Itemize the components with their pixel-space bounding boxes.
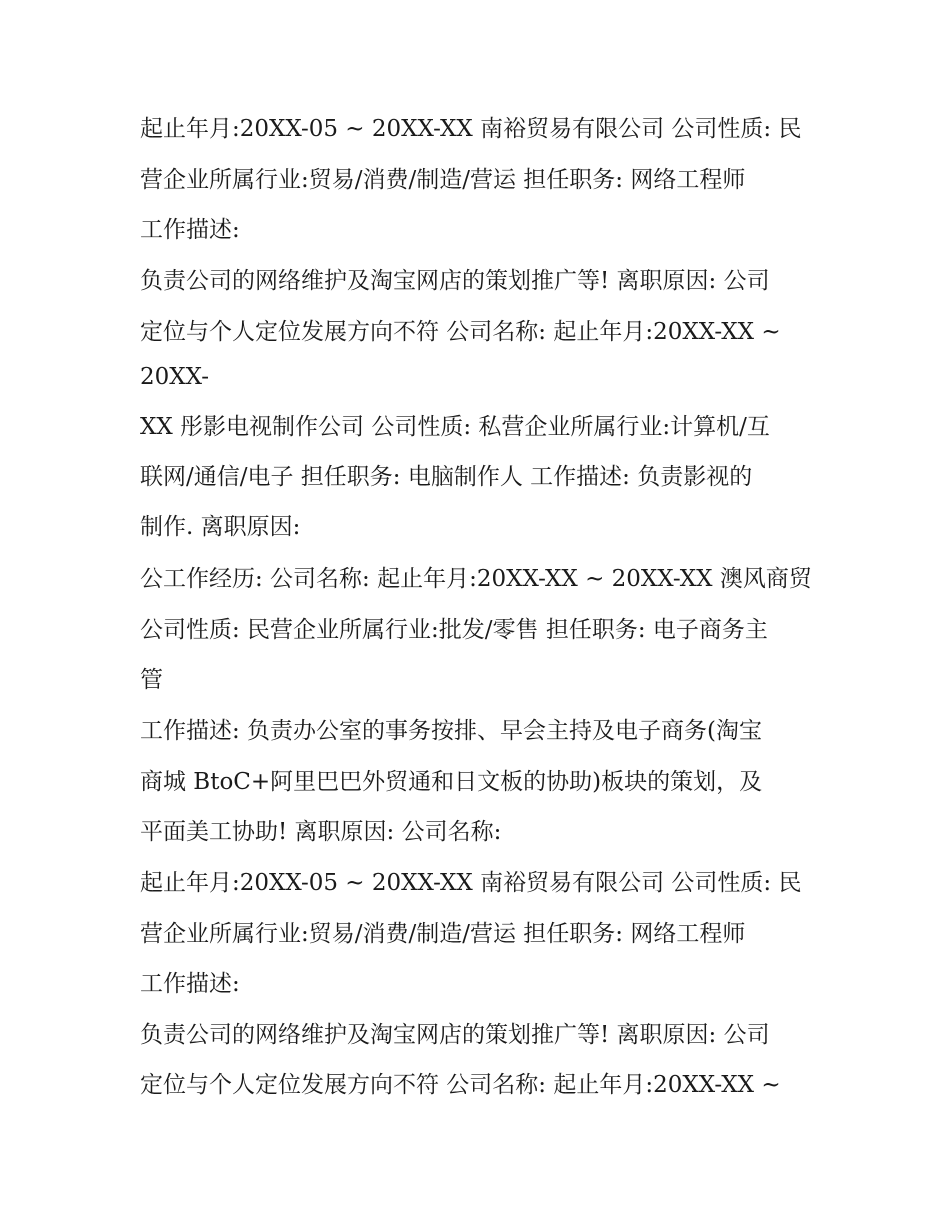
text-line: 定位与个人定位发展方向不符 公司名称: 起止年月:20XX-XX ~ xyxy=(140,1072,781,1098)
text-line: XX 彤影电视制作公司 公司性质: 私营企业所属行业:计算机/互 xyxy=(140,414,770,440)
text-line: 负责公司的网络维护及淘宝网店的策划推广等! 离职原因: 公司 xyxy=(140,1022,770,1048)
text-line: 联网/通信/电子 担任职务: 电脑制作人 工作描述: 负责影视的 xyxy=(140,464,753,490)
text-line: 平面美工协助! 离职原因: 公司名称: xyxy=(140,819,502,845)
text-line: 工作描述: xyxy=(140,217,240,243)
text-line: 定位与个人定位发展方向不符 公司名称: 起止年月:20XX-XX ~ xyxy=(140,319,781,345)
text-line: 起止年月:20XX-05 ~ 20XX-XX 南裕贸易有限公司 公司性质: 民 xyxy=(140,870,802,896)
text-line: 营企业所属行业:贸易/消费/制造/营运 担任职务: 网络工程师 xyxy=(140,167,746,193)
text-line: 起止年月:20XX-05 ~ 20XX-XX 南裕贸易有限公司 公司性质: 民 xyxy=(140,116,802,142)
text-line: 20XX- xyxy=(140,364,209,390)
text-line: 营企业所属行业:贸易/消费/制造/营运 担任职务: 网络工程师 xyxy=(140,921,746,947)
text-line: 公司性质: 民营企业所属行业:批发/零售 担任职务: 电子商务主 xyxy=(140,617,768,643)
text-line: 工作描述: 负责办公室的事务按排、早会主持及电子商务(淘宝 xyxy=(140,718,763,744)
text-line: 制作. 离职原因: xyxy=(140,514,301,540)
text-line: 商城 BtoC+阿里巴巴外贸通和日文板的协助)板块的策划，及 xyxy=(140,769,763,795)
text-line: 工作描述: xyxy=(140,971,240,997)
text-line: 管 xyxy=(140,667,163,693)
text-line: 公工作经历: 公司名称: 起止年月:20XX-XX ~ 20XX-XX 澳风商贸 xyxy=(140,566,812,592)
text-line: 负责公司的网络维护及淘宝网店的策划推广等! 离职原因: 公司 xyxy=(140,268,770,294)
